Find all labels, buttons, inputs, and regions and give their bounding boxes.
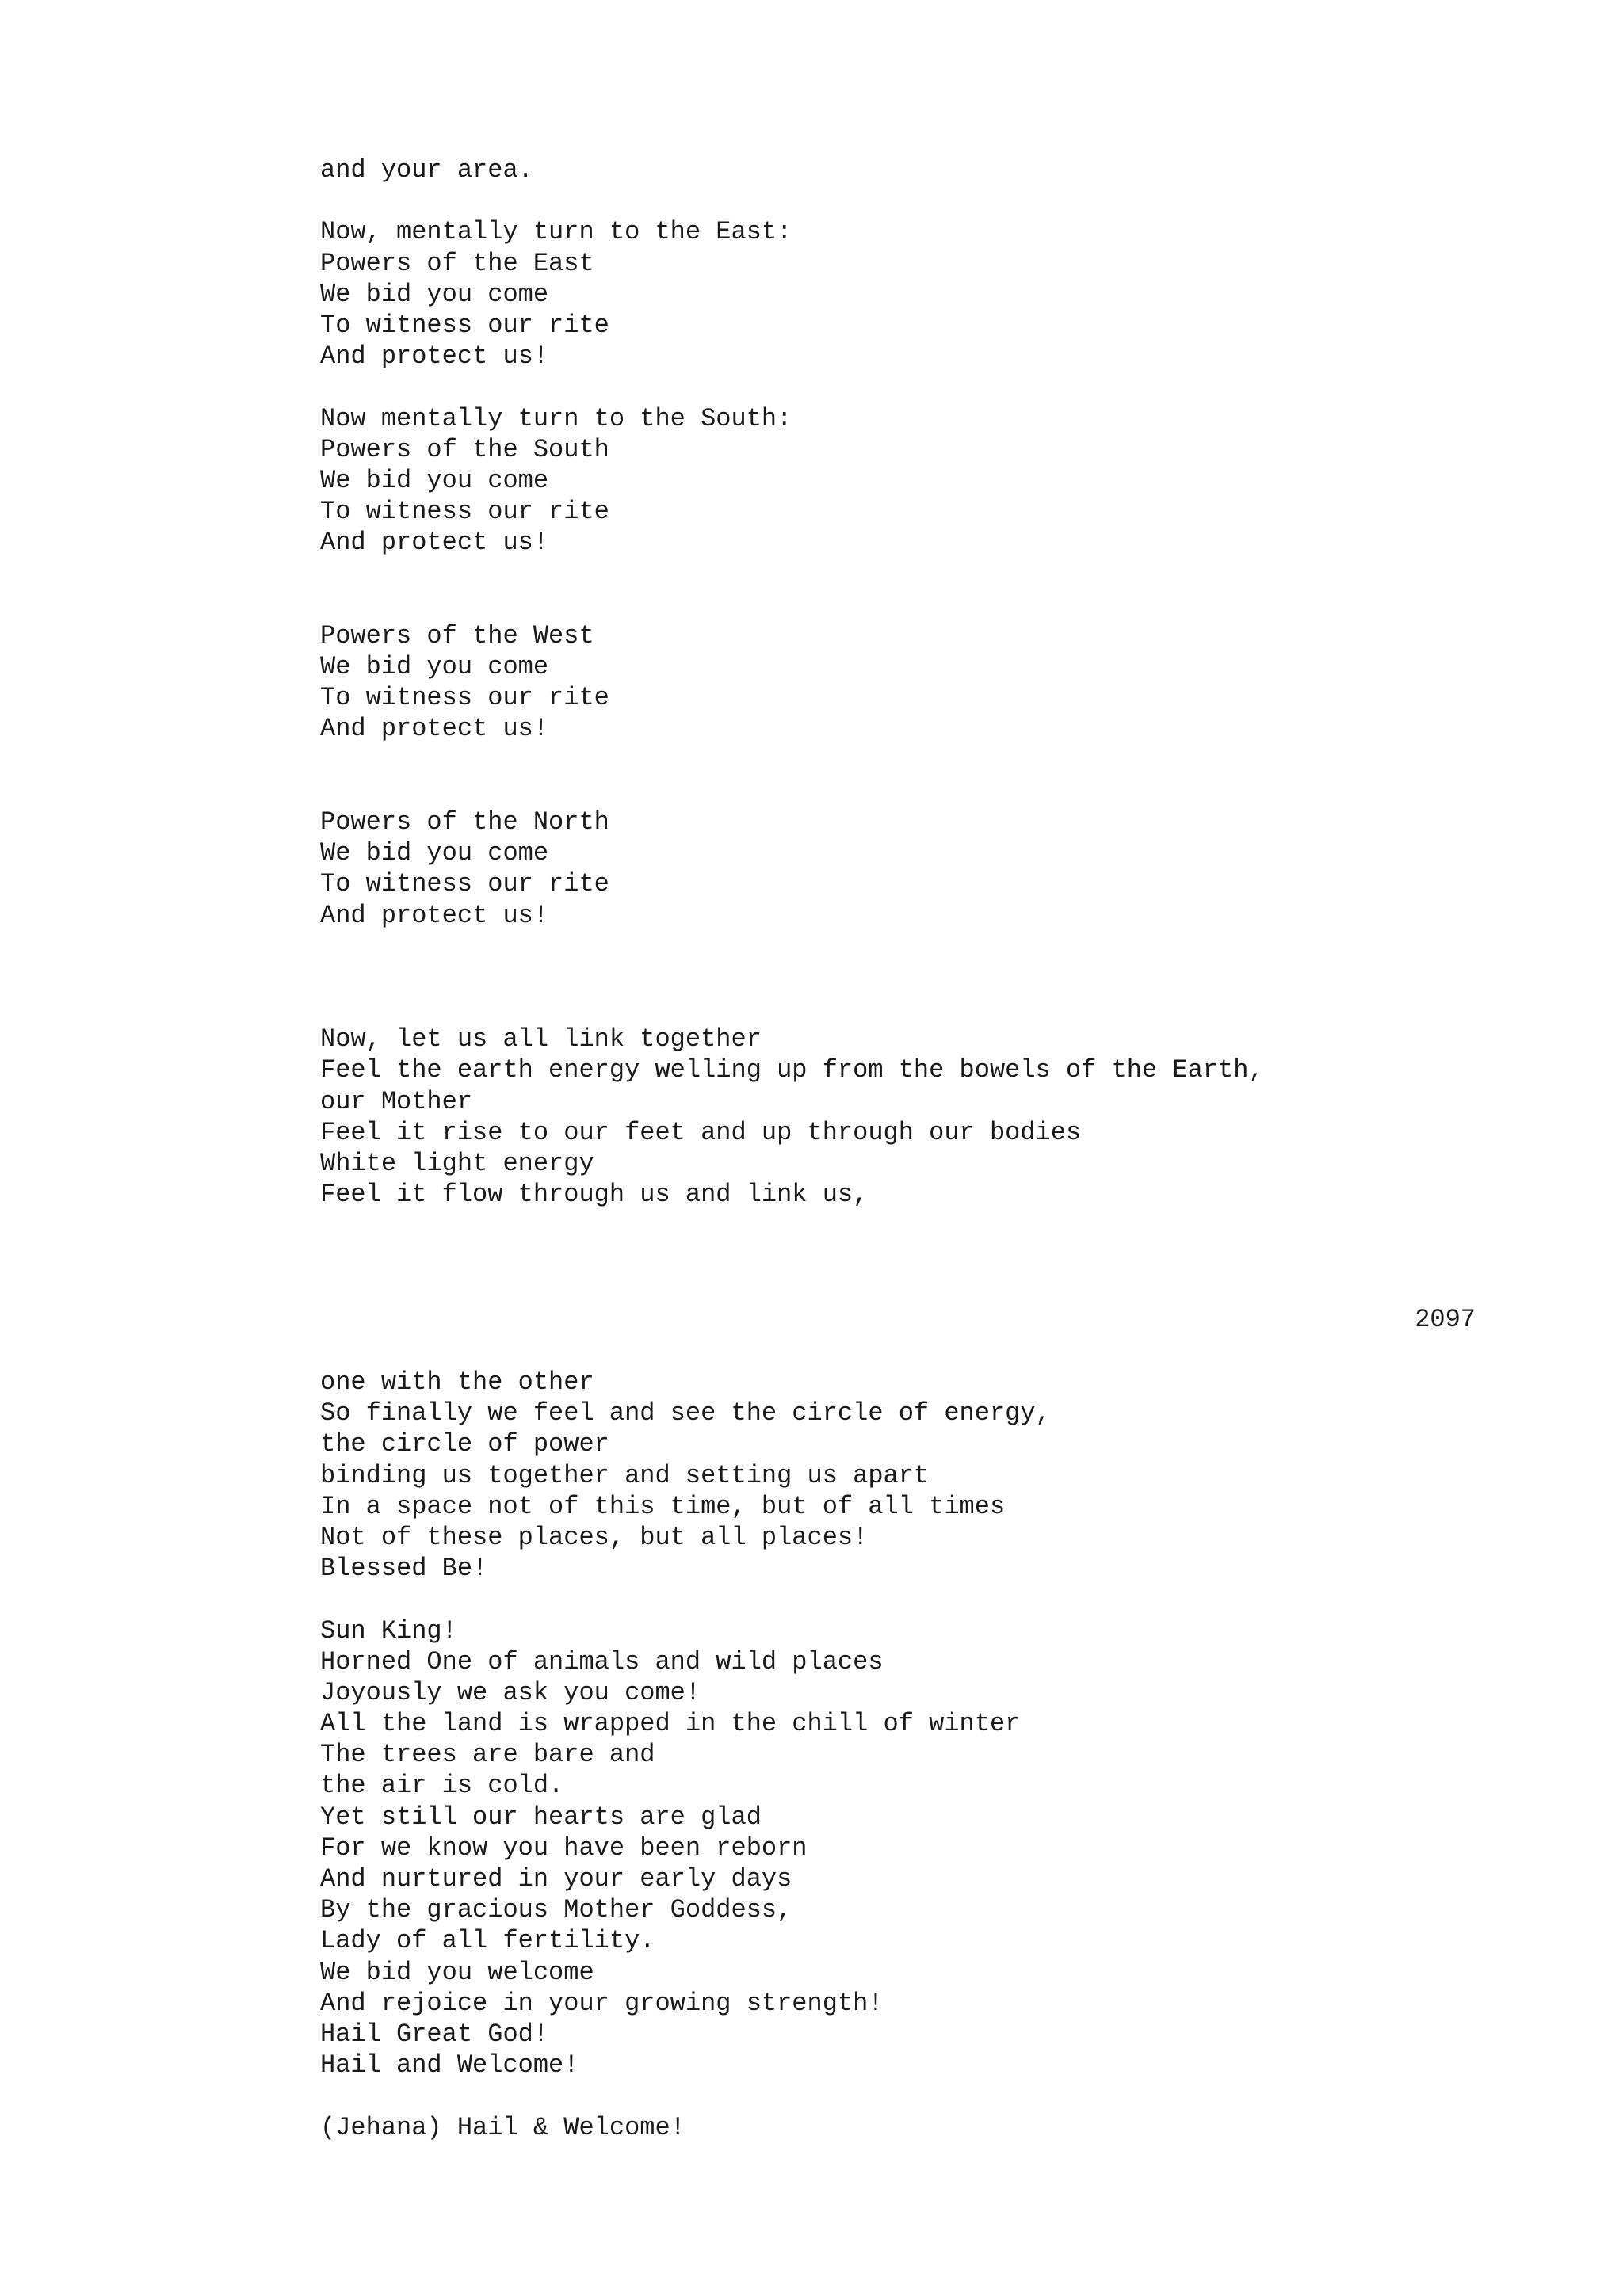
text-line: Feel it flow through us and link us, (320, 1180, 869, 1210)
text-line: In a space not of this time, but of all times (320, 1491, 1006, 1521)
text-line: Blessed Be! (320, 1554, 488, 1584)
text-line: So finally we feel and see the circle of energy, (320, 1398, 1051, 1428)
text-line: The trees are bare and (320, 1740, 655, 1770)
text-line: We bid you come (320, 279, 549, 309)
text-line: Not of these places, but all places! (320, 1522, 869, 1552)
blank-line (320, 745, 1264, 776)
blank-line (320, 1584, 1051, 1615)
text-line: Yet still our hearts are glad (320, 1802, 762, 1832)
blank-line (320, 2081, 1051, 2111)
text-line: Now, let us all link together (320, 1024, 762, 1055)
text-line: one with the other (320, 1367, 594, 1397)
text-line: Sun King! (320, 1615, 457, 1646)
text-line: our Mother (320, 1086, 473, 1116)
text-line: binding us together and setting us apart (320, 1460, 930, 1490)
text-line: White light energy (320, 1149, 594, 1178)
text-block-bottom (320, 1367, 1051, 2143)
text-line: For we know you have been reborn (320, 1833, 808, 1863)
text-line: Horned One of animals and wild places (320, 1646, 884, 1676)
blank-line (320, 589, 1264, 620)
text-line: (Jehana) Hail & Welcome! (320, 2112, 685, 2142)
text-line: Lady of all fertility. (320, 1926, 655, 1956)
blank-line (320, 185, 1264, 216)
text-line: Powers of the South (320, 434, 609, 464)
text-line: And rejoice in your growing strength! (320, 1988, 884, 2018)
text-line: Now, mentally turn to the East: (320, 217, 792, 247)
text-line: To witness our rite (320, 869, 609, 899)
text-line: We bid you come (320, 652, 549, 681)
text-line: We bid you come (320, 838, 549, 868)
blank-line (320, 776, 1264, 807)
text-line: To witness our rite (320, 683, 609, 713)
blank-line (320, 993, 1264, 1024)
text-line: By the gracious Mother Goddess, (320, 1895, 792, 1925)
text-line: And nurtured in your early days (320, 1864, 792, 1894)
blank-line (320, 558, 1264, 589)
text-line: Powers of the East (320, 248, 594, 278)
text-line: Joyously we ask you come! (320, 1677, 701, 1707)
blank-line (320, 962, 1264, 993)
text-line: and your area. (320, 155, 533, 185)
text-block-top (320, 154, 1264, 1210)
text-line: And protect us! (320, 714, 549, 744)
text-line: All the land is wrapped in the chill of winter (320, 1709, 1021, 1739)
text-line: Hail and Welcome! (320, 2050, 579, 2081)
text-line: We bid you welcome (320, 1957, 594, 1987)
text-line: the circle of power (320, 1429, 609, 1459)
text-line: To witness our rite (320, 310, 609, 340)
blank-line (320, 931, 1264, 962)
text-line: Powers of the North (320, 807, 609, 837)
page-number: 2097 (1415, 1305, 1476, 1334)
text-line: Now mentally turn to the South: (320, 403, 792, 433)
text-line: Feel it rise to our feet and up through our bodies (320, 1117, 1082, 1147)
text-line: the air is cold. (320, 1771, 564, 1801)
blank-line (320, 372, 1264, 402)
text-line: Powers of the West (320, 620, 594, 650)
text-line: And protect us! (320, 528, 549, 558)
text-line: To witness our rite (320, 497, 609, 527)
text-line: And protect us! (320, 341, 549, 372)
text-line: Hail Great God! (320, 2019, 549, 2049)
text-line: We bid you come (320, 465, 549, 495)
text-line: And protect us! (320, 900, 549, 930)
text-line: Feel the earth energy welling up from the bowels of the Earth, (320, 1055, 1264, 1085)
